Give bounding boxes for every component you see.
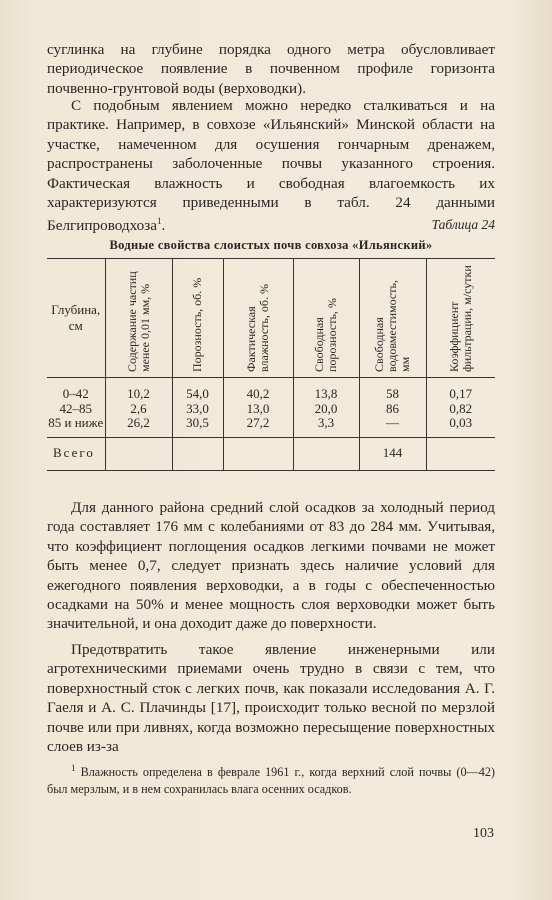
header-water-capacity: [359, 259, 426, 378]
paragraph-2-text: С подобным явлением можно нередко сталкиваться и на практике. Например, в совхозе «Ильянский» Минской области на участке, намеченном для осушения гончарным дренажем, распространены заболоченные почвы указанного строения. Фактическая влажность и свободная влагоемкость их характеризуются приведенными в табл. 24 данными Белгипроводхоза: [47, 97, 495, 235]
paragraph-2-body: [47, 96, 495, 236]
cell-moisture-0: 40,2: [246, 386, 270, 401]
cell-filtration-0: 0,17: [449, 386, 473, 401]
col-free-porosity: [293, 378, 359, 438]
paragraph-2: [47, 96, 495, 236]
cell-depth-0: 0–42: [62, 386, 89, 401]
total-water-capacity: 144: [359, 437, 426, 470]
table-caption: Таблица 24: [431, 217, 495, 232]
cell-porosity-2: 30,5: [186, 415, 209, 430]
cell-depth-1: 42–85: [59, 400, 92, 416]
paragraph-4-text: Предотвратить такое явление инженерными или агротехническими приемами очень трудно в связи с тем, что поверхностный сток с легких почв, как показали исследования А. Г. Гаеля и А. С. Плачинды [17], происходит только весной по мерзлой почве или при ливнях, когда возможно пересыщение поверхностных слоев из-за: [47, 641, 495, 756]
col-clay: [105, 378, 172, 438]
cell-filtration-2: 0,03: [449, 415, 473, 430]
cell-free-porosity-2: 3,3: [317, 415, 335, 430]
table-header-row: [47, 259, 495, 378]
header-clay-label: Содержание частиц менее 0,01 мм, %: [124, 271, 152, 372]
header-free-porosity-label: Свободная порозность, %: [312, 298, 339, 372]
cell-porosity-0: 54,0: [186, 386, 209, 401]
cell-free-porosity-1: 20,0: [314, 400, 338, 416]
header-filtration-label: Коэффициент фильтрации, м/сутки: [446, 265, 474, 372]
footnote-mark: 1: [71, 763, 76, 773]
cell-depth-2: 85 и ниже: [48, 415, 104, 430]
table-title: Водные свойства слоистых почв совхоза «Ильянский»: [109, 238, 433, 252]
cell-filtration-1: 0,82: [449, 400, 473, 416]
total-label: Всего: [47, 437, 105, 470]
cell-clay-0: 10,2: [127, 386, 150, 401]
table-body-row: [47, 378, 495, 438]
footnote-ref: 1: [157, 216, 162, 227]
footnote: [47, 760, 495, 798]
total-empty-1: [105, 437, 172, 470]
paragraph-1-text: суглинка на глубине порядка одного метра обусловливает периодическое появление в почвенном профиле горизонта почвенно-грунтовой воды (верховодки).: [47, 41, 495, 97]
col-porosity: [172, 378, 223, 438]
footnote-text: Влажность определена в феврале 1961 г., когда верхний слой почвы (0—42) был мерзлым, и в нем сохранилась влага осенних осадков.: [47, 765, 495, 797]
cell-free-porosity-0: 13,8: [314, 386, 338, 401]
cell-water-capacity-2: —: [386, 415, 399, 430]
footnote-divider: [47, 755, 495, 756]
cell-clay-1: 2,6: [130, 400, 147, 416]
water-properties-table: [47, 258, 495, 471]
col-water-capacity: [359, 378, 426, 438]
paragraph-1: [47, 40, 495, 98]
cell-moisture-1: 13,0: [246, 400, 270, 416]
paragraph-2-end: .: [161, 217, 166, 235]
paragraph-3-text: Для данного района средний слой осадков за холодный период года составляет 176 мм с колебаниями от 83 до 284 мм. Учитывая, что коэффициент поглощения осадков легкими почвами не может быть менее 0,7, следует признать здесь наличие условий для ежегодного появления верховодки, а в годы с обеспеченностью осадками на 50% и менее мощность слоя верховодки может быть значительной, и она доходит даже до поверхности.: [47, 499, 495, 633]
col-depth: [47, 378, 105, 438]
header-clay: [105, 259, 172, 378]
header-depth-label: Глубина, см: [51, 302, 101, 333]
paragraph-4: [47, 640, 495, 756]
header-moisture-label: Фактическая влажность, об. %: [244, 284, 271, 372]
col-moisture: [223, 378, 293, 438]
total-empty-3: [223, 437, 293, 470]
cell-water-capacity-0: 58: [386, 386, 399, 401]
cell-water-capacity-1: 86: [386, 400, 399, 416]
header-moisture: [223, 259, 293, 378]
header-porosity-label: Порозность, об. %: [190, 277, 204, 372]
cell-porosity-1: 33,0: [186, 400, 209, 416]
total-empty-4: [293, 437, 359, 470]
header-depth: [47, 259, 105, 378]
table-total-row: [47, 437, 495, 470]
page-number: 103: [473, 826, 494, 841]
header-free-porosity: [293, 259, 359, 378]
total-empty-2: [172, 437, 223, 470]
header-porosity: [172, 259, 223, 378]
header-filtration: [426, 259, 495, 378]
cell-moisture-2: 27,2: [246, 415, 270, 430]
header-water-capacity-label: Свободная водовместимость, мм: [372, 280, 412, 372]
total-empty-6: [426, 437, 495, 470]
paragraph-3: [47, 498, 495, 634]
cell-clay-2: 26,2: [127, 415, 150, 430]
col-filtration: [426, 378, 495, 438]
